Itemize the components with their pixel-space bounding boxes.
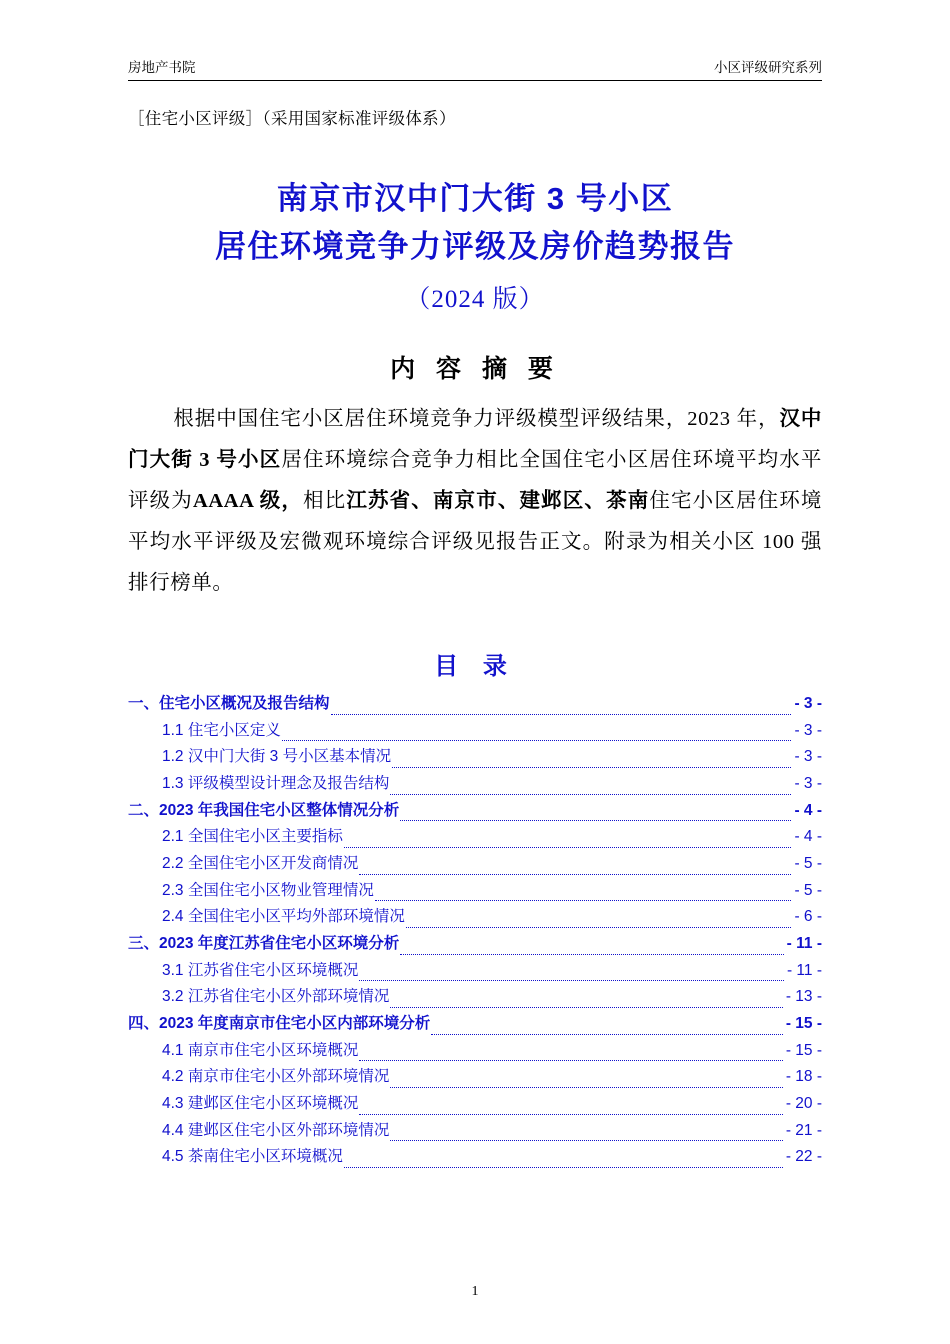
toc-item[interactable]: [128, 1064, 822, 1091]
toc-item[interactable]: [128, 958, 822, 985]
toc-item-page: - 22 -: [785, 1148, 822, 1166]
toc-leader-dots: [344, 1166, 783, 1168]
document-category: ［住宅小区评级］（采用国家标准评级体系）: [128, 110, 456, 128]
abstract-seg-8: 住宅小区居住环境平均水平评级及宏微观环境综合评级见报告正文。附录为相关小区 100 强排行榜单。: [128, 490, 822, 595]
toc-item-page: - 4 -: [794, 801, 822, 819]
toc-item[interactable]: [128, 904, 822, 931]
toc-item-page: - 11 -: [786, 935, 822, 952]
toc-item-label: 一、住宅小区概况及报告结构: [128, 695, 330, 713]
toc-item-label: 3.1 江苏省住宅小区环境概况: [162, 961, 359, 979]
toc-item-page: - 13 -: [785, 988, 822, 1006]
toc-item[interactable]: [128, 1011, 822, 1038]
toc-item[interactable]: [128, 1118, 822, 1145]
abstract-heading: 内 容 摘 要: [390, 355, 560, 384]
abstract-seg-4: 居住环境综合竞争力相比全国住宅小区居住环境平均水平评级为: [128, 449, 823, 513]
toc-item-page: - 5 -: [794, 855, 822, 873]
toc-leader-dots: [406, 926, 792, 928]
toc-leader-dots: [344, 846, 792, 848]
toc-item-label: 1.1 住宅小区定义: [162, 721, 281, 739]
toc-leader-dots: [359, 1059, 782, 1061]
toc-item-page: - 18 -: [785, 1068, 822, 1086]
toc-item-page: - 21 -: [785, 1121, 822, 1139]
abstract-seg-3-bold: 汉中门大街 3 号小区: [128, 408, 823, 472]
abstract-seg-7-bold: 江苏省、南京市、建邺区、茶南: [346, 490, 650, 513]
toc-leader-dots: [400, 819, 791, 821]
toc-item[interactable]: [128, 851, 822, 878]
abstract-seg-2: 2023 年，: [687, 408, 780, 431]
toc-leader-dots: [331, 713, 792, 715]
toc-item-label: 2.1 全国住宅小区主要指标: [162, 828, 343, 846]
toc-item[interactable]: [128, 718, 822, 745]
toc-leader-dots: [390, 793, 791, 795]
toc-item-label: 4.4 建邺区住宅小区外部环境情况: [162, 1121, 390, 1139]
toc-item[interactable]: [128, 878, 822, 905]
toc-item-label: 4.2 南京市住宅小区外部环境情况: [162, 1068, 390, 1086]
toc-item-page: - 6 -: [794, 908, 822, 926]
toc-item-page: - 4 -: [794, 828, 822, 846]
toc-item-label: 4.3 建邺区住宅小区环境概况: [162, 1094, 359, 1112]
page-title-line-2: 居住环境竞争力评级及房价趋势报告: [215, 229, 735, 265]
toc-item-label: 三、2023 年度江苏省住宅小区环境分析: [128, 935, 400, 952]
toc-item-page: - 3 -: [794, 775, 822, 793]
toc-leader-dots: [375, 899, 792, 901]
page-number: 1: [471, 1284, 479, 1299]
page-title-line-1: 南京市汉中门大街 3 号小区: [276, 181, 674, 216]
toc-item-label: 2.2 全国住宅小区开发商情况: [162, 855, 359, 873]
toc-item-page: - 11 -: [786, 961, 822, 979]
header-publisher: 房地产书院: [128, 60, 196, 75]
toc-item-label: 四、2023 年度南京市住宅小区内部环境分析: [128, 1014, 431, 1032]
toc-leader-dots: [390, 1139, 782, 1141]
toc-item-label: 2.4 全国住宅小区平均外部环境情况: [162, 908, 405, 926]
toc-item-page: - 20 -: [785, 1094, 822, 1112]
toc-item-label: 4.5 茶南住宅小区环境概况: [162, 1148, 343, 1166]
toc-item-label: 1.2 汉中门大街 3 号小区基本情况: [162, 748, 392, 766]
toc-item-page: - 15 -: [785, 1041, 822, 1059]
toc-leader-dots: [400, 953, 783, 955]
toc-leader-dots: [359, 979, 784, 981]
toc-item-label: 二、2023 年我国住宅小区整体情况分析: [128, 801, 400, 819]
toc-item-page: - 3 -: [794, 721, 822, 739]
toc-leader-dots: [359, 873, 791, 875]
running-header: [128, 56, 822, 81]
table-of-contents: [128, 691, 822, 1171]
toc-item-label: 1.3 评级模型设计理念及报告结构: [162, 775, 390, 793]
title-block: [128, 175, 822, 315]
toc-item[interactable]: [128, 931, 822, 958]
toc-leader-dots: [392, 766, 791, 768]
page-footer: [0, 1284, 950, 1300]
toc-heading: 目 录: [434, 653, 516, 681]
abstract-seg-1: 根据中国住宅小区居住环境竞争力评级模型评级结果，: [173, 408, 688, 431]
abstract-seg-5-bold: AAAA 级，: [192, 490, 304, 513]
abstract-seg-6: 相比: [303, 490, 347, 513]
toc-leader-dots: [359, 1113, 782, 1115]
toc-item-page: - 3 -: [794, 748, 822, 766]
toc-item[interactable]: [128, 824, 822, 851]
toc-item-page: - 15 -: [785, 1014, 822, 1032]
abstract-body: [128, 399, 822, 604]
toc-item[interactable]: [128, 1144, 822, 1171]
toc-item-label: 4.1 南京市住宅小区环境概况: [162, 1041, 359, 1059]
toc-item-label: 3.2 江苏省住宅小区外部环境情况: [162, 988, 390, 1006]
toc-item-page: - 3 -: [794, 695, 822, 713]
toc-leader-dots: [282, 739, 792, 741]
toc-item-label: 2.3 全国住宅小区物业管理情况: [162, 881, 374, 899]
toc-item-page: - 5 -: [794, 881, 822, 899]
header-series: 小区评级研究系列: [714, 60, 822, 75]
toc-leader-dots: [431, 1033, 783, 1035]
toc-item[interactable]: [128, 691, 822, 718]
toc-item[interactable]: [128, 1038, 822, 1065]
toc-item[interactable]: [128, 1091, 822, 1118]
page-title-version: （2024 版）: [405, 286, 545, 314]
toc-leader-dots: [390, 1086, 782, 1088]
toc-leader-dots: [390, 1006, 782, 1008]
toc-item[interactable]: [128, 984, 822, 1011]
toc-item[interactable]: [128, 744, 822, 771]
toc-item[interactable]: [128, 798, 822, 825]
toc-item[interactable]: [128, 771, 822, 798]
